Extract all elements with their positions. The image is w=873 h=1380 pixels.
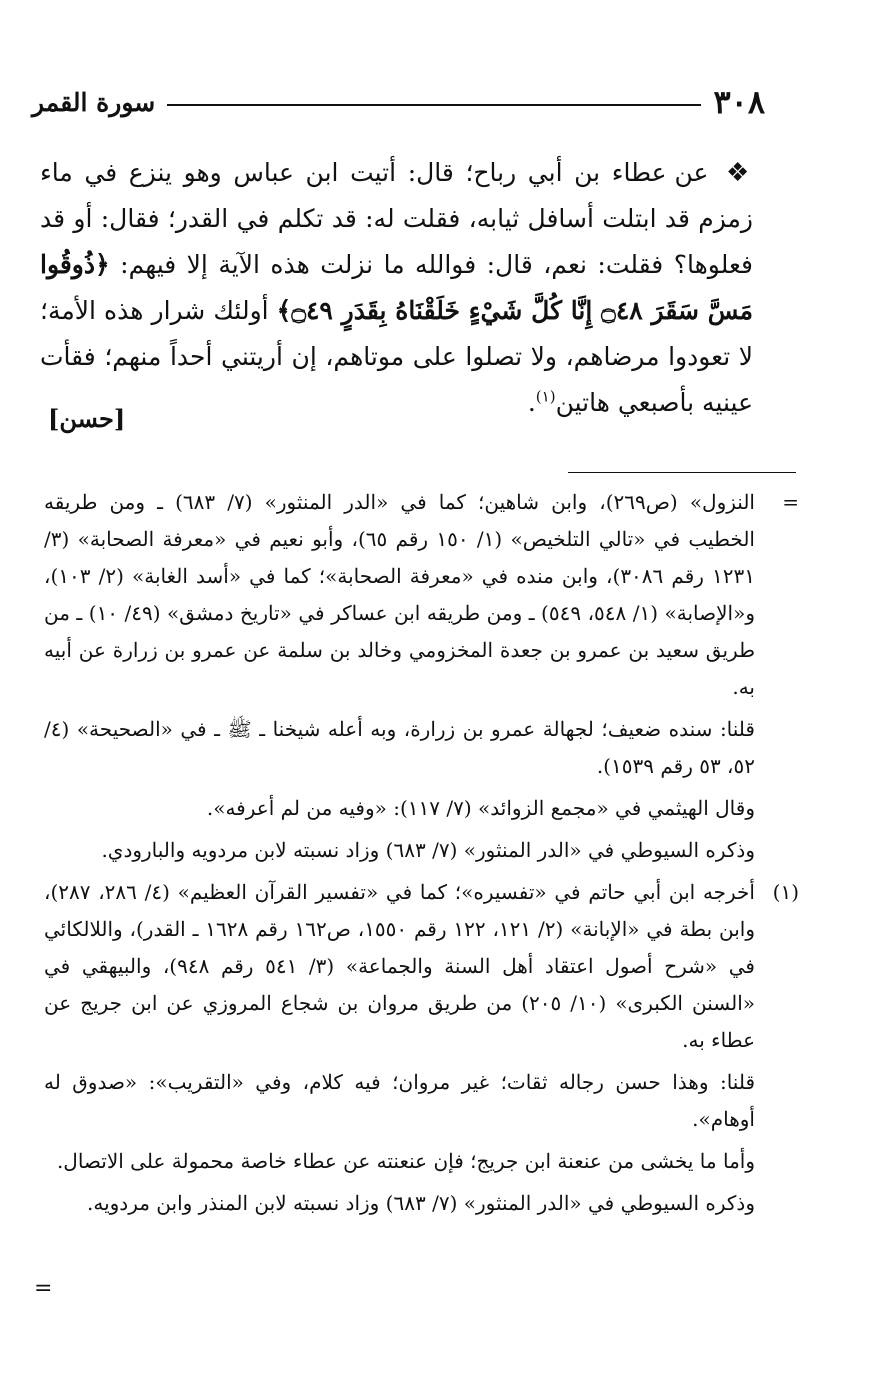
text-after-quran: أولئك شرار هذه الأمة؛ لا تعودوا مرضاهم، ولا تصلوا على موتاهم، إن أريتني أحداً منهم؛ فقأت عينيه بأصبعي هاتين: [40, 296, 753, 417]
footnote-paragraph: أخرجه ابن أبي حاتم في «تفسيره»؛ كما في «تفسير القرآن العظيم» (٤/ ٢٨٦، ٢٨٧)، وابن بطة في «الإبانة» (٢/ ١٢١، ١٢٢ رقم ١٥٥٠، ص١٦٢ رقم ١٦٢٨ ـ القدر)، واللالكائي في «شرح أصول اعتقاد أهل السنة والجماعة» (٣/ ٥٤١ رقم ٩٤٨)، والبيهقي في «السنن الكبرى» (١٠/ ٢٠٥) من طريق مروان بن شجاع المروزي عن ابن جريج عن عطاء به.: [44, 880, 755, 1052]
hadith-grade: [حسن]: [48, 404, 126, 433]
surah-name: سورة القمر: [32, 87, 156, 117]
footnote-paragraph: النزول» (ص٢٦٩)، وابن شاهين؛ كما في «الدر المنثور» (٧/ ٦٨٣) ـ ومن طريقه الخطيب في «تالي التلخيص» (١/ ١٥٠ رقم ٦٥)، وأبو نعيم في «معرفة الصحابة» (٣/ ١٢٣١ رقم ٣٠٨٦)، وابن منده في «معرفة الصحابة»؛ كما في «أسد الغابة» (٢/ ١٠٣)، و«الإصابة» (١/ ٥٤٨، ٥٤٩) ـ ومن طريقه ابن عساكر في «تاريخ دمشق» (٤٩/ ١٠) ـ من طريق سعيد بن عمرو بن جعدة المخزومي وخالد بن سلمة عن عمرو بن زرارة عن أبيه به.: [44, 490, 755, 699]
footnote-paragraph: قلنا: وهذا حسن رجاله ثقات؛ غير مروان؛ فيه كلام، وفي «التقريب»: «صدوق له أوهام».: [44, 1070, 755, 1131]
end-mark: .: [527, 388, 536, 417]
page-number: ٣٠٨: [713, 83, 765, 121]
page-end-marker: =: [34, 1276, 53, 1301]
footnote-paragraph: قلنا: سنده ضعيف؛ لجهالة عمرو بن زرارة، وبه أعله شيخنا ـ ﷺ ـ في «الصحيحة» (٤/ ٥٢، ٥٣ رقم ١٥٣٩).: [44, 717, 755, 778]
footnote-1: [44, 874, 799, 1222]
footnote-1-marker: (١): [772, 880, 799, 904]
page-header: [32, 82, 765, 122]
main-text: [40, 150, 753, 426]
footnote-paragraph: وذكره السيوطي في «الدر المنثور» (٧/ ٦٨٣) وزاد نسبته لابن المنذر وابن مردويه.: [86, 1191, 755, 1215]
hadith-paragraph: [40, 150, 753, 426]
footnotes: [44, 484, 799, 1227]
header-rule: [167, 104, 701, 106]
footnote-paragraph: وذكره السيوطي في «الدر المنثور» (٧/ ٦٨٣) وزاد نسبته لابن مردويه والبارودي.: [101, 838, 755, 862]
footnote-reference[interactable]: (١): [535, 387, 556, 406]
bullet-diamond-icon: ❖: [726, 158, 753, 188]
footnote-divider: [568, 472, 796, 473]
continuation-marker: =: [782, 490, 799, 514]
text-before-quran: عن عطاء بن أبي رباح؛ قال: أتيت ابن عباس وهو ينزع في ماء زمزم قد ابتلت أسافل ثيابه، فقلت له: قد تكلم في القدر؛ فقال: أو قد فعلوها؟ فقلت: نعم، قال: فوالله ما نزلت هذه الآية إلا فيهم:: [40, 158, 753, 279]
footnote-continuation: [44, 484, 799, 869]
quran-verse: ﴿ذُوقُوا مَسَّ سَقَرَ ۝٤٨ إِنَّا كُلَّ شَيْءٍ خَلَقْنَاهُ بِقَدَرٍ ۝٤٩﴾: [40, 250, 754, 325]
footnote-paragraph: وقال الهيثمي في «مجمع الزوائد» (٧/ ١١٧): «وفيه من لم أعرفه».: [206, 796, 755, 820]
footnote-paragraph: وأما ما يخشى من عنعنة ابن جريج؛ فإن عنعنته عن عطاء خاصة محمولة على الاتصال.: [56, 1149, 755, 1173]
